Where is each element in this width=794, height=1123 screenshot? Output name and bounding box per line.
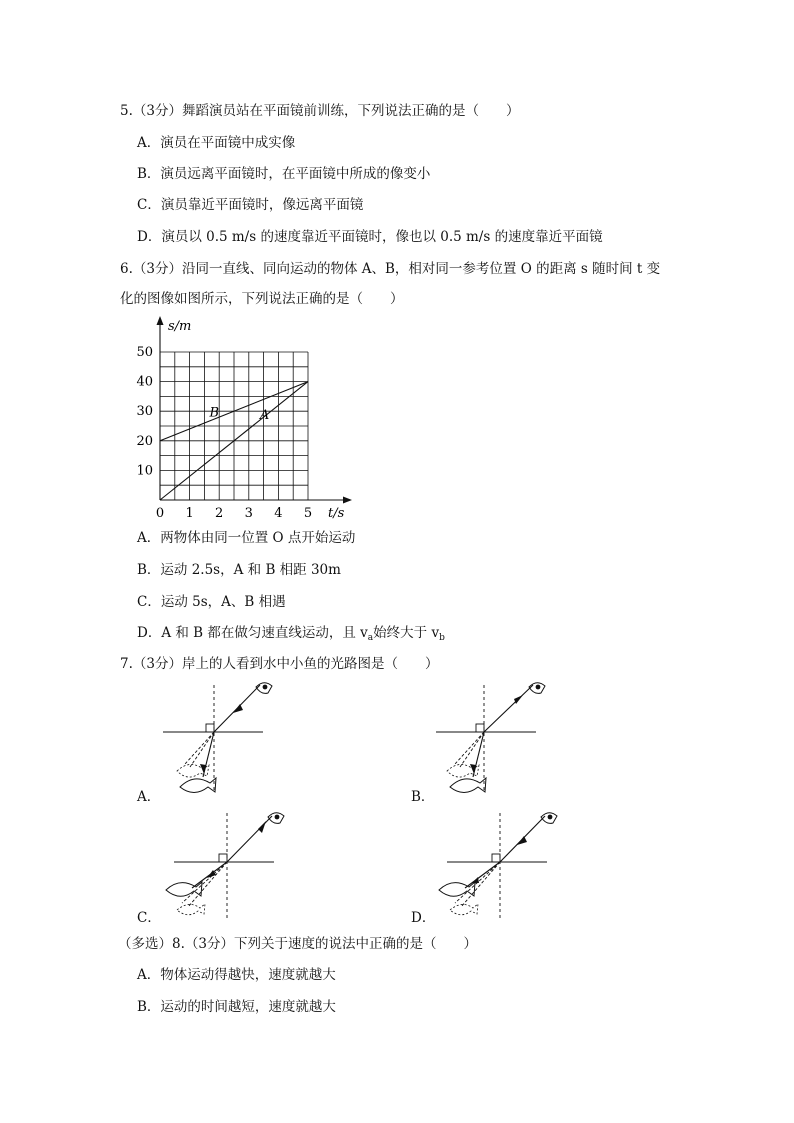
q5-option-c: C．演员靠近平面镜时，像远离平面镜 xyxy=(137,197,364,213)
q5-option-b: B．演员远离平面镜时，在平面镜中所成的像变小 xyxy=(137,166,431,182)
x-tick-label: 1 xyxy=(185,506,194,521)
x-tick-label: 4 xyxy=(274,506,283,521)
q6-option-d-middle: 始终大于 v xyxy=(373,625,440,641)
x-axis-label: t/s xyxy=(328,506,345,521)
chart-labels xyxy=(136,319,344,521)
q8-stem: （多选）8.（3分）下列关于速度的说法中正确的是（ ） xyxy=(118,936,477,952)
y-tick-label: 30 xyxy=(136,404,153,420)
q6-option-c: C．运动 5s，A、B 相遇 xyxy=(137,594,286,610)
y-axis-arrow-icon xyxy=(157,316,164,325)
x-tick-label: 3 xyxy=(244,506,253,521)
q6-option-a: A．两物体由同一位置 O 点开始运动 xyxy=(137,530,356,546)
arrow-icon xyxy=(258,821,266,833)
x-tick-label: 2 xyxy=(215,506,224,521)
fish-image-icon xyxy=(177,904,205,915)
x-tick-label: 5 xyxy=(303,506,313,521)
chart-axes xyxy=(157,316,353,504)
q6-option-d-prefix: D．A 和 B 都在做匀速直线运动，且 v xyxy=(137,625,368,641)
q8-option-a: A．物体运动得越快，速度就越大 xyxy=(137,967,336,983)
y-tick-label: 50 xyxy=(136,345,153,360)
option-label-b: B． xyxy=(411,789,435,805)
q6-option-b: B．运动 2.5s，A 和 B 相距 30m xyxy=(137,562,341,578)
x-axis-arrow-icon xyxy=(343,497,352,504)
fish-icon xyxy=(180,778,216,793)
q6-stem-line1: 6.（3分）沿同一直线、同向运动的物体 A、B，相对同一参考位置 O 的距离 s 随时间 t 变 xyxy=(120,261,661,277)
ray-diagram-c xyxy=(160,808,285,923)
subscript-b: b xyxy=(439,633,445,643)
subscript-a: a xyxy=(367,633,374,643)
origin-label: 0 xyxy=(155,506,165,521)
option-label-c: C． xyxy=(137,910,161,926)
ray-diagram-b xyxy=(433,675,548,800)
arrow-icon xyxy=(233,704,243,713)
q5-option-a: A．演员在平面镜中成实像 xyxy=(137,135,296,151)
y-tick-label: 20 xyxy=(136,433,153,449)
fish-image-icon xyxy=(450,904,478,915)
ray-diagram-a xyxy=(160,675,275,800)
q7-stem: 7.（3分）岸上的人看到水中小鱼的光路图是（ ） xyxy=(120,656,439,672)
y-tick-label: 10 xyxy=(136,463,153,479)
arrow-icon xyxy=(472,877,479,883)
series-label-b: B xyxy=(209,405,220,421)
q6-stem-line2: 化的图像如图所示，下列说法正确的是（ ） xyxy=(120,291,404,307)
q5-stem: 5.（3分）舞蹈演员站在平面镜前训练，下列说法正确的是（ ） xyxy=(120,103,520,119)
y-tick-label: 40 xyxy=(136,374,153,390)
y-axis-label: s/m xyxy=(168,319,192,334)
s-t-chart xyxy=(130,315,370,530)
fish-icon xyxy=(450,778,486,793)
option-label-a: A． xyxy=(137,789,161,805)
arrow-icon xyxy=(517,836,527,845)
chart-grid xyxy=(160,352,308,500)
option-label-d: D． xyxy=(411,910,436,926)
q6-option-d xyxy=(137,624,445,647)
q8-option-b: B．运动的时间越短，速度就越大 xyxy=(137,999,336,1015)
ray-diagram-d xyxy=(433,808,558,923)
series-label-a: A xyxy=(259,407,270,423)
q5-option-d: D．演员以 0.5 m/s 的速度靠近平面镜时，像也以 0.5 m/s 的速度靠近平面镜 xyxy=(137,229,603,245)
